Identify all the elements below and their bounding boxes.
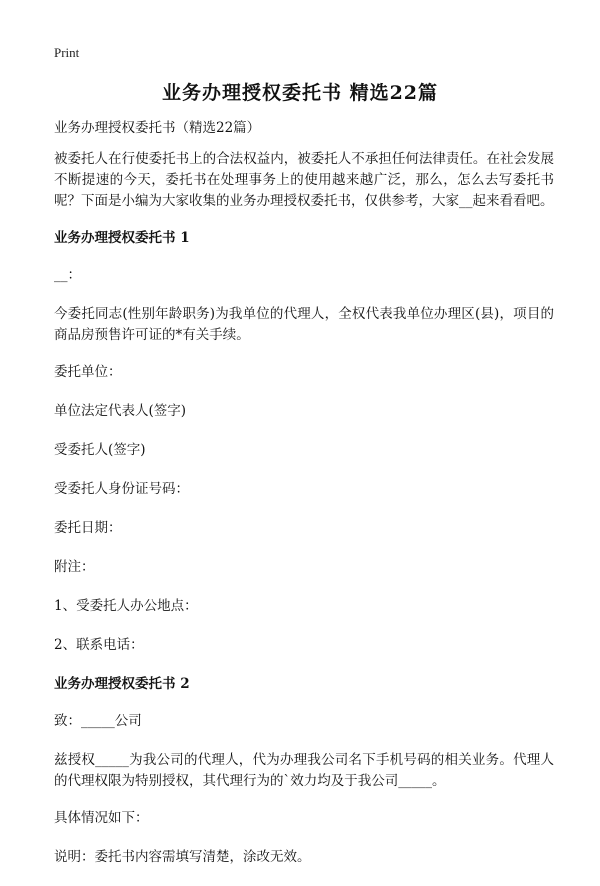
intro-paragraph: 被委托人在行使委托书上的合法权益内，被委托人不承担任何法律责任。在社会发展不断提速的今天，委托书在处理事务上的使用越来越广泛，那么，怎么去写委托书呢？下面是小编为大家收集的业务办理授权委托书，仅供参考，大家__起来看看吧。 <box>54 151 554 209</box>
section-2-note: 说明：委托书内容需填写清楚，涂改无效。 <box>54 849 311 865</box>
section-1-line: 1、受委托人办公地点： <box>54 598 198 614</box>
section-1-heading: 业务办理授权委托书 1 <box>54 230 190 246</box>
section-1-line: 单位法定代表人(签字) <box>54 403 187 419</box>
print-label: Print <box>54 45 80 60</box>
document-title: 业务办理授权委托书 精选22篇 <box>161 82 439 104</box>
section-1-line: 委托日期： <box>54 520 122 536</box>
document-content <box>54 118 554 886</box>
section-1-body: 今委托同志(性别年龄职务)为我单位的代理人，全权代表我单位办理区(县)，项目的商品房预售许可证的*有关手续。 <box>54 306 554 343</box>
section-2-salutation: 致：_____公司 <box>54 713 142 729</box>
section-1-line: 2、联系电话： <box>54 637 144 653</box>
section-1-line: 受委托人(签字) <box>54 442 146 458</box>
section-1-line: 委托单位： <box>54 364 122 380</box>
section-2-details-label: 具体情况如下： <box>54 810 149 826</box>
section-1-line: 附注： <box>54 559 95 575</box>
section-1-salutation: __： <box>54 267 81 283</box>
document-subtitle: 业务办理授权委托书（精选22篇） <box>54 120 261 136</box>
section-1-line: 受委托人身份证号码： <box>54 481 189 497</box>
section-2-body: 兹授权_____为我公司的代理人，代为办理我公司名下手机号码的相关业务。代理人的代理权限为特别授权，其代理行为的`效力均及于我公司_____。 <box>54 752 554 789</box>
section-2-heading: 业务办理授权委托书 2 <box>54 676 190 692</box>
